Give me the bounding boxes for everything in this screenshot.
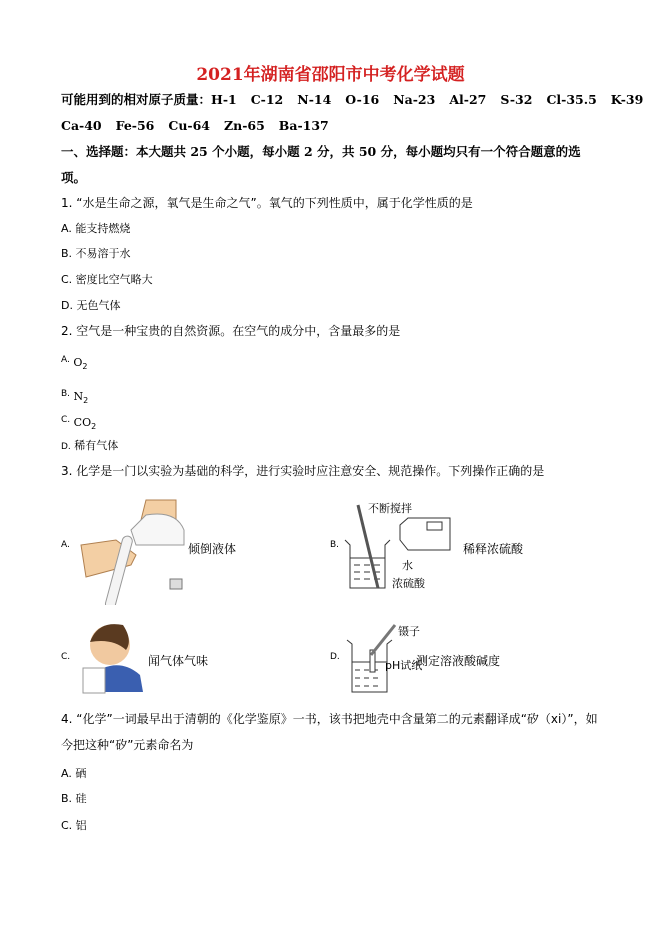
smelling-gas-figure [78,620,148,695]
q3-a-caption: 倾倒液体 [188,542,237,556]
mass: Al-27 [449,92,487,107]
mass: C-12 [250,92,284,107]
q1-option-a: A. 能支持燃烧 [61,222,131,235]
section-heading-cont: 项。 [61,170,87,185]
subscript: 2 [91,422,97,432]
subscript: 2 [83,396,89,406]
q4-option-b: B. 硅 [61,792,87,805]
mass: Cl-35.5 [546,92,597,107]
page-title: 2021年湖南省邵阳市中考化学试题 [196,65,465,85]
q1-option-d: D. 无色气体 [61,299,121,312]
q3-b-note-water: 水 [402,559,413,572]
subscript: 2 [82,362,88,372]
q2-option-d [61,438,118,455]
atomic-masses-line-2 [61,118,329,134]
q4-stem: 4. “化学”一词最早出于清朝的《化学鉴原》一书，该书把地壳中含量第二的元素翻译成“矽（xi）”，如 [61,712,598,726]
mass: Ba-137 [278,118,329,133]
q3-b-note-stir: 不断搅拌 [368,502,412,515]
option-text: O [73,356,83,369]
mass: N-14 [297,92,332,107]
q2-option-a [61,352,87,375]
mass: H-1 [211,92,237,107]
option-text: 稀有气体 [74,439,119,452]
pouring-liquid-figure [76,495,186,605]
q3-d-note-tweezers: 镊子 [398,625,420,638]
q1-stem: 1. “水是生命之源，氧气是生命之气”。氧气的下列性质中，属于化学性质的是 [61,196,473,210]
q4-option-c: C. 铝 [61,819,87,832]
q3-d-note-ph-paper: pH试纸 [385,659,423,672]
option-label: A. [61,355,70,365]
q1-option-b: B. 不易溶于水 [61,247,131,260]
option-text: N [73,390,84,403]
q3-d-label: D. [330,652,340,662]
q3-stem: 3. 化学是一门以实验为基础的科学，进行实验时应注意安全、规范操作。下列操作正确的是 [61,464,545,478]
q2-stem: 2. 空气是一种宝贵的自然资源。在空气的成分中，含量最多的是 [61,324,401,338]
q2-option-b [61,386,88,409]
option-label: C. [61,415,71,425]
q4-stem-cont: 今把这种“矽”元素命名为 [61,738,194,752]
q3-b-label: B. [330,540,340,550]
mass: Ca-40 [61,118,102,133]
mass: K-39 [610,92,644,107]
q3-b-caption: 稀释浓硫酸 [463,542,524,556]
mass: Zn-65 [224,118,265,133]
q3-c-caption: 闻气体气味 [148,654,209,668]
q2-option-c [61,412,96,435]
atomic-masses-label: 可能用到的相对原子质量： [61,92,212,107]
option-text: CO [73,416,92,429]
section-heading: 一、选择题：本大题共 25 个小题，每小题 2 分，共 50 分，每小题均只有一个符合题意的选 [61,144,581,159]
q1-option-c: C. 密度比空气略大 [61,273,153,286]
option-label: D. [61,442,71,452]
atomic-masses-line-1 [61,92,643,108]
q4-option-a: A. 硒 [61,767,87,780]
option-label: B. [61,389,71,399]
mass: Fe-56 [115,118,155,133]
q3-d-caption: 测定溶液酸碱度 [416,654,501,668]
mass: S-32 [500,92,533,107]
mass: Na-23 [393,92,436,107]
q3-a-label: A. [61,540,70,550]
q3-b-note-acid: 浓硫酸 [392,577,425,590]
mass: O-16 [345,92,380,107]
mass: Cu-64 [168,118,210,133]
q3-c-label: C. [61,652,71,662]
